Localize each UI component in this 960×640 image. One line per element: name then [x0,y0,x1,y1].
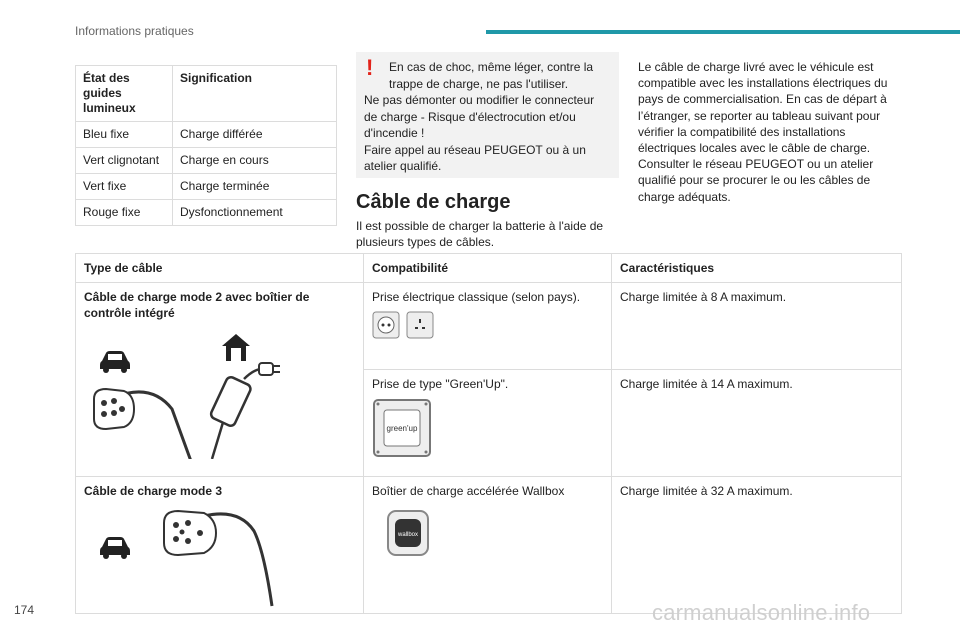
greenup-badge-text: green'up [386,424,418,433]
mode3-cell [76,477,364,614]
warning-text: Ne pas démonter ou modifier le connecteur de charge - Risque d'électrocution et/ou d'incendie ! [364,93,595,140]
column-header: Compatibilité [364,254,612,283]
compatibility-cell [364,283,612,370]
table-header-row [76,254,902,283]
car-icon [100,351,130,373]
characteristics-text: Charge limitée à 14 A maximum. [612,370,902,477]
table-cell: Bleu fixe [76,122,173,148]
household-socket-icon [372,311,400,339]
page-number: 174 [14,603,35,617]
cable-type-label: Câble de charge mode 3 [84,484,223,498]
table-row [76,283,902,370]
car-icon [100,537,130,559]
column-header: Caractéristiques [612,254,902,283]
table-cell: Vert clignotant [76,148,173,174]
table-row [76,148,337,174]
table-row [76,174,337,200]
watermark: carmanualsonline.info [652,600,871,625]
wallbox-badge-text: wallbox [397,532,419,538]
house-icon [222,334,250,361]
section-intro: Il est possible de charger la batterie à l'aide de plusieurs types de câbles. [356,219,604,249]
table-header-row [76,66,337,122]
compatibility-text: Prise électrique classique (selon pays). [372,290,581,304]
table-row [76,200,337,226]
warning-text: En cas de choc, même léger, contre la trappe de charge, ne pas l'utiliser. [389,60,594,91]
characteristics-text: Charge limitée à 8 A maximum. [612,283,902,370]
wallbox-icon [386,509,436,559]
compatibility-text: Boîtier de charge accélérée Wallbox [372,484,565,498]
table-cell: Charge en cours [173,148,337,174]
running-header: Informations pratiques [75,24,194,38]
control-box-cable-icon [209,363,280,459]
cable-type-table [75,253,902,614]
column-header: État des guides lumineux [76,66,173,122]
table-cell: Dysfonctionnement [173,200,337,226]
compatibility-cell [364,370,612,477]
section-title: Câble de charge [356,191,511,213]
exclamation-icon: ! [366,55,374,80]
type2-connector-icon [94,389,192,459]
table-cell: Rouge fixe [76,200,173,226]
characteristics-text: Charge limitée à 32 A maximum. [612,477,902,614]
compatibility-paragraph: Le câble de charge livré avec le véhicule est compatible avec les installations électriques du pays de commercialisation. En cas de départ à l’étranger, se reporter au tableau suivant pour vérifier la compatibilité des installations électriques locales avec le câble de charge. Consulter le réseau PEUGEOT ou un atelier qualifié pour se procurer le ou les câbles de charge adéquats. [638,60,888,204]
compatibility-cell [364,477,612,614]
mode2-cell [76,283,364,477]
table-cell: Charge différée [173,122,337,148]
socket-outlet-icon [406,311,434,339]
greenup-socket-icon [372,398,432,458]
type2-connector-icon [164,511,272,606]
light-status-table [75,65,337,226]
mode2-illustration [84,329,355,459]
mode3-illustration [84,507,304,607]
table-row [76,477,902,614]
header-accent-bar [486,30,960,34]
cable-type-label: Câble de charge mode 2 avec boîtier de contrôle intégré [84,290,310,320]
table-cell: Vert fixe [76,174,173,200]
column-header: Signification [173,66,337,122]
column-header: Type de câble [76,254,364,283]
warning-text: Faire appel au réseau PEUGEOT ou à un atelier qualifié. [364,142,586,173]
warning-box [356,52,619,178]
compatibility-text: Prise de type "Green'Up". [372,377,509,391]
table-row [76,122,337,148]
table-cell: Charge terminée [173,174,337,200]
